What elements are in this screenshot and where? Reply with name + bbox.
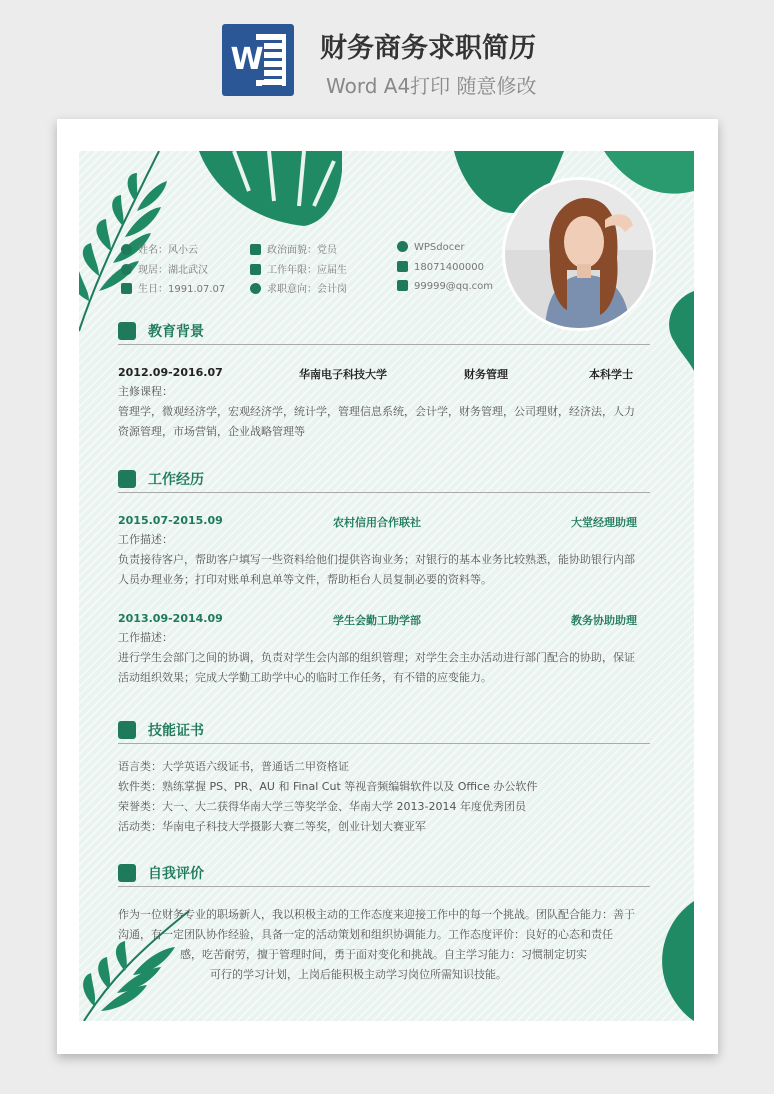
politics-text: 政治面貌：党员 [267, 245, 337, 256]
location-icon [121, 264, 132, 275]
briefcase-icon [250, 264, 261, 275]
job-1-org: 农村信用合作联社 [333, 516, 421, 529]
person-icon [121, 244, 132, 255]
self-eval-line-2: 沟通，有一定团队协作经验，具备一定的活动策划和组织协调能力。工作态度评价：良好的心态和责任 [118, 928, 613, 941]
self-eval-title: 自我评价 [148, 866, 204, 882]
avatar [502, 177, 656, 331]
work-title: 工作经历 [148, 472, 204, 488]
graduation-cap-icon [118, 322, 136, 340]
banner-title: 财务商务求职简历 [320, 33, 536, 64]
job-2-org: 学生会勤工助学部 [333, 614, 421, 627]
birth-text: 生日：1991.07.07 [138, 284, 226, 295]
job-1-desc-line-2: 人员办理业务；打印对账单利息单等文件，帮助柜台人员复制必要的资料等。 [118, 573, 492, 586]
education-courses [118, 382, 652, 442]
mail-icon [397, 280, 408, 291]
years-text: 工作年限：应届生 [267, 265, 347, 276]
banner [0, 0, 774, 120]
info-years [250, 261, 347, 276]
skill-item: 荣誉类：大一、大二获得华南大学三等奖学金、华南大学 2013-2014 年度优秀团员 [118, 800, 526, 813]
calendar-icon [121, 283, 132, 294]
residence-text: 现居：湖北武汉 [138, 265, 208, 276]
job-1-role: 大堂经理助理 [571, 516, 637, 529]
skills-title: 技能证书 [148, 723, 204, 739]
info-politics [250, 241, 337, 256]
info-name [121, 241, 198, 256]
education-major: 财务管理 [464, 368, 508, 381]
self-eval-header [118, 864, 650, 887]
education-header [118, 322, 650, 345]
self-eval-line-3: 感，吃苦耐劳，擅于管理时间，勇于面对变化和挑战。自主学习能力：习惯制定切实 [180, 948, 587, 961]
job-1-desc-label: 工作描述： [118, 533, 173, 546]
self-eval-line-1: 作为一位财务专业的职场新人，我以积极主动的工作态度来迎接工作中的每一个挑战。团队配合能力：善于 [118, 908, 635, 921]
skill-item: 软件类：熟练掌握 PS、PR、AU 和 Final Cut 等视音频编辑软件以及 Office 办公软件 [118, 780, 538, 793]
courses-line-1: 管理学，微观经济学，宏观经济学，统计学，管理信息系统，会计学，财务管理，公司理财，经济法，人力 [118, 405, 635, 418]
info-intent [250, 280, 347, 295]
education-school: 华南电子科技大学 [299, 368, 387, 381]
job-2-desc-line-2: 活动组织效果；完成大学勤工助学中心的临时工作任务，有不错的应变能力。 [118, 671, 492, 684]
resume-paper [79, 151, 694, 1021]
job-1-period: 2015.07-2015.09 [118, 514, 223, 527]
self-eval-text [118, 905, 652, 985]
job-2-description [118, 628, 652, 688]
job-2-desc-label: 工作描述： [118, 631, 173, 644]
job-1-desc-line-1: 负责接待客户，帮助客户填写一些资料给他们提供咨询业务；对银行的基本业务比较熟悉，能协助银行内部 [118, 553, 635, 566]
user-card-icon [118, 864, 136, 882]
courses-line-2: 资源管理，市场营销，企业战略管理等 [118, 425, 305, 438]
self-eval-line-4: 可行的学习计划，上岗后能积极主动学习岗位所需知识技能。 [210, 968, 507, 981]
intent-text: 求职意向：会计岗 [267, 284, 347, 295]
chart-icon [118, 470, 136, 488]
wechat-text: WPSdocer [414, 242, 465, 253]
flag-icon [250, 244, 261, 255]
info-phone [397, 261, 484, 273]
job-2-period: 2013.09-2014.09 [118, 612, 223, 625]
word-logo-letter: W [230, 40, 264, 80]
phone-icon [397, 261, 408, 272]
word-icon [222, 24, 294, 96]
education-title: 教育背景 [148, 324, 204, 340]
education-period: 2012.09-2016.07 [118, 366, 223, 379]
skills-header [118, 721, 650, 744]
skill-item: 语言类：大学英语六级证书，普通话二甲资格证 [118, 760, 349, 773]
info-residence [121, 261, 208, 276]
name-text: 姓名：风小云 [138, 245, 198, 256]
banner-subtitle: Word A4打印 随意修改 [326, 74, 537, 98]
job-1-description [118, 530, 652, 590]
target-icon [250, 283, 261, 294]
resume-content [79, 151, 694, 1021]
courses-label: 主修课程： [118, 385, 173, 398]
tag-icon [118, 721, 136, 739]
email-text: 99999@qq.com [414, 281, 494, 292]
job-2-role: 教务协助助理 [571, 614, 637, 627]
chat-icon [397, 241, 408, 252]
skill-item: 活动类：华南电子科技大学摄影大赛二等奖，创业计划大赛亚军 [118, 820, 426, 833]
info-wechat [397, 241, 465, 253]
job-2-desc-line-1: 进行学生会部门之间的协调，负责对学生会内部的组织管理；对学生会主办活动进行部门配合的协助，保证 [118, 651, 635, 664]
education-degree: 本科学士 [589, 368, 633, 381]
skills-list [118, 757, 652, 837]
info-email [397, 280, 493, 292]
work-header [118, 470, 650, 493]
resume-sheet [57, 119, 718, 1054]
phone-text: 18071400000 [414, 262, 484, 273]
info-birth [121, 280, 225, 295]
